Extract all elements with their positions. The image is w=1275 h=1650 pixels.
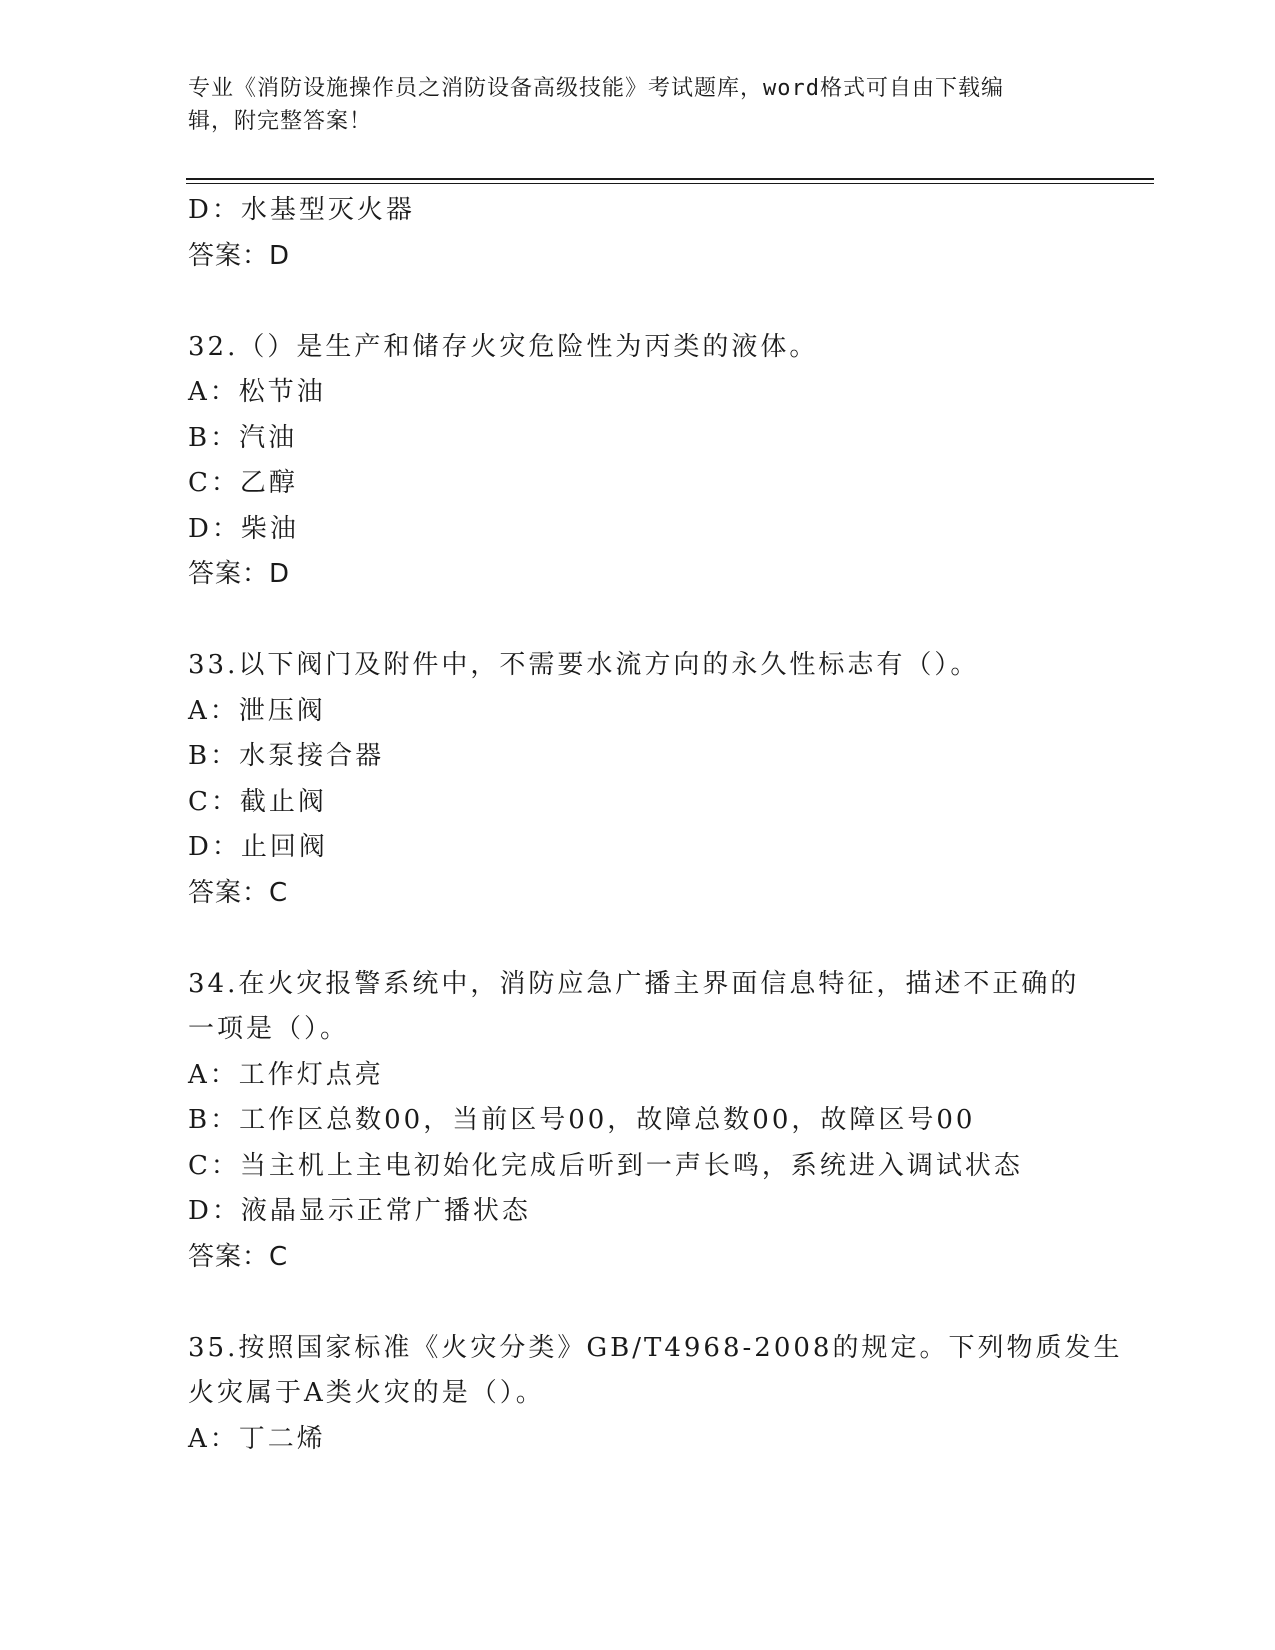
option-b: B：水泵接合器 [188,741,385,771]
answer-line: 答案：D [188,559,291,589]
question-list [188,188,1123,1462]
question-stem-line-1: 35.按照国家标准《火灾分类》GB/T4968-2008的规定。下列物质发生 [188,1332,1123,1363]
header-line-2: 辑，附完整答案！ [188,109,373,134]
question-stem-line-1: 34.在火灾报警系统中，消防应急广播主界面信息特征，描述不正确的 [188,968,1080,999]
option-d: D：止回阀 [188,832,328,862]
question-stem: 33.以下阀门及附件中，不需要水流方向的永久性标志有（）。 [188,650,980,680]
option-b: B：汽油 [188,422,298,453]
option-a: A：丁二烯 [188,1423,326,1454]
option-c: C：截止阀 [188,786,327,817]
option-a: A：工作灯点亮 [188,1059,384,1090]
option-c: C：当主机上主电初始化完成后听到一声长鸣，系统进入调试状态 [188,1150,1023,1181]
answer-line: 答案：D [188,240,291,271]
option-a: A：松节油 [188,377,326,407]
question-35 [188,1326,1123,1463]
answer-line: 答案：C [188,877,289,908]
option-a: A：泄压阀 [188,695,326,726]
question-stem-line-2: 一项是（）。 [188,1014,350,1044]
header-line-1: 专业《消防设施操作员之消防设备高级技能》考试题库，word格式可自由下载编 [188,76,1004,101]
option-d: D：水基型灭火器 [188,195,415,225]
question-stem-line-2: 火灾属于A类火灾的是（）。 [188,1378,545,1408]
option-c: C：乙醇 [188,468,298,498]
option-d: D：柴油 [188,513,299,544]
header-divider-thick [186,178,1154,180]
header-divider-thin [186,183,1154,184]
option-d: D：液晶显示正常广播状态 [188,1196,531,1226]
answer-line: 答案：C [188,1241,289,1272]
question-34 [188,962,1088,1281]
option-b: B：工作区总数00，当前区号00，故障总数00，故障区号00 [188,1105,976,1135]
document-header [188,72,1088,138]
previous-question-tail [188,188,1088,279]
question-stem: 32.（）是生产和储存火灾危险性为丙类的液体。 [188,331,819,362]
question-33 [188,643,1088,916]
question-32 [188,325,1088,598]
